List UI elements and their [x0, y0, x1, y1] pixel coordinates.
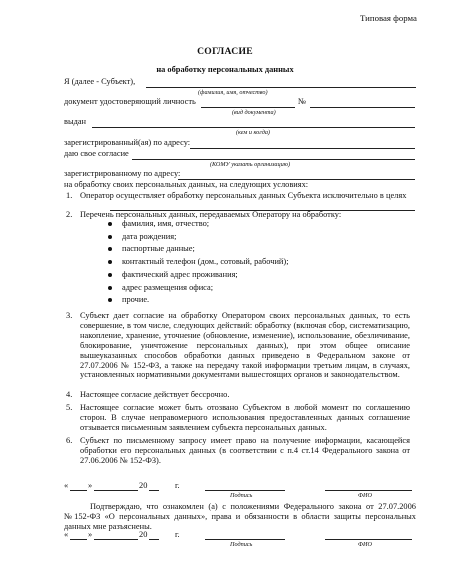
list-item: контактный телефон (дом., сотовый, рабочий);: [108, 256, 289, 269]
signature-1-year-prefix: 20: [139, 481, 148, 490]
clause-2-text: Перечень персональных данных, передаваемых Оператору на обработку:: [80, 210, 342, 219]
signature-2-fio-field[interactable]: [325, 539, 412, 540]
issued-label: выдан: [64, 117, 87, 126]
bullet-icon: [108, 222, 112, 226]
document-type-field[interactable]: [201, 107, 295, 108]
document-title: СОГЛАСИЕ: [197, 46, 253, 57]
bullet-icon: [108, 298, 112, 302]
operator-address-label: зарегистрированному по адресу:: [64, 169, 181, 178]
signature-2-year-prefix: 20: [139, 530, 148, 539]
confirmation-text: Подтверждаю, что ознакомлен (а) с положениями Федерального закона от 27.07.2006 №152-ФЗ «О персональных данных», права и обязанности в области защиты персональных данных мне разъяснены.: [64, 502, 416, 531]
clause-1-text: Оператор осуществляет обработку персональных данных Субъекта исключительно в целях: [80, 191, 407, 200]
bullet-icon: [108, 260, 112, 264]
list-item: адрес размещения офиса;: [108, 282, 289, 295]
signature-2-fio-hint: ФИО: [358, 541, 372, 548]
signature-2-date-close: »: [88, 530, 93, 539]
clause-5-text: Настоящее согласие может быть отозвано Субъектом в любой момент по соглашению сторон. В случае неправомерного использования предоставленных данных соглашение отзывается письменным заявлением субъекта персональных данных.: [80, 403, 410, 432]
document-type-hint: (вид документа): [232, 109, 276, 116]
document-number-field[interactable]: [310, 107, 415, 108]
issued-by-hint: (кем и когда): [236, 129, 270, 136]
signature-1-date-close: »: [88, 481, 93, 490]
list-item: фамилия, имя, отчество;: [108, 218, 289, 231]
signature-2-year-suffix: г.: [175, 530, 180, 539]
clause-1-number: 1.: [66, 191, 73, 200]
subject-name-hint: (фамилия, имя, отчество): [198, 89, 268, 96]
subject-name-field[interactable]: [146, 87, 416, 88]
bullet-icon: [108, 273, 112, 277]
list-item: паспортные данные;: [108, 243, 289, 256]
form-type-label: Типовая форма: [360, 13, 417, 23]
clause-6-text: Субъект по письменному запросу имеет право на получение информации, касающейся обработки его персональных данных (в соответствии с п.4 ст.14 Федерального закона от 27.06.2006 № 152-ФЗ).: [80, 436, 410, 465]
signature-1-day-field[interactable]: [70, 490, 87, 491]
operator-name-field[interactable]: [132, 159, 415, 160]
document-subtitle: на обработку персональных данных: [156, 65, 294, 74]
issued-by-field[interactable]: [92, 127, 415, 128]
personal-data-list: [108, 218, 289, 307]
signature-2-sign-field[interactable]: [205, 539, 285, 540]
clause-4-text: Настоящее согласие действует бессрочно.: [80, 390, 230, 399]
signature-1-sign-field[interactable]: [205, 490, 285, 491]
signature-1-year-field[interactable]: [149, 490, 159, 491]
signature-1-fio-hint: ФИО: [358, 492, 372, 499]
list-item: дата рождения;: [108, 231, 289, 244]
clause-2-number: 2.: [66, 210, 73, 219]
signature-1-year-suffix: г.: [175, 481, 180, 490]
list-item: прочие.: [108, 294, 289, 307]
signature-1-sign-hint: Подпись: [230, 492, 253, 499]
bullet-icon: [108, 286, 112, 290]
consent-to-label: даю свое согласие: [64, 149, 129, 158]
signature-1-month-field[interactable]: [94, 490, 138, 491]
address-label: зарегистрированный(ая) по адресу:: [64, 138, 191, 147]
address-field[interactable]: [190, 148, 415, 149]
signature-2-sign-hint: Подпись: [230, 541, 253, 548]
bullet-icon: [108, 235, 112, 239]
clause-6-number: 6.: [66, 436, 73, 445]
subject-label: Я (далее - Субъект),: [64, 77, 136, 86]
clause-3-number: 3.: [66, 311, 73, 320]
signature-2-year-field[interactable]: [149, 539, 159, 540]
signature-1-date-open: «: [64, 481, 69, 490]
conditions-intro: на обработку своих персональных данных, на следующих условиях:: [64, 180, 309, 189]
bullet-icon: [108, 247, 112, 251]
signature-2-date-open: «: [64, 530, 69, 539]
signature-2-month-field[interactable]: [94, 539, 138, 540]
list-item: фактический адрес проживания;: [108, 269, 289, 282]
clause-5-number: 5.: [66, 403, 73, 412]
operator-name-hint: (КОМУ указать организацию): [210, 161, 291, 168]
signature-2-day-field[interactable]: [70, 539, 87, 540]
clause-4-number: 4.: [66, 390, 73, 399]
document-number-label: №: [298, 97, 306, 106]
clause-3-text: Субъект дает согласие на обработку Оператором своих персональных данных, то есть совершение, в том числе, следующих действий: обработку (включая сбор, систематизацию, накопление, хранение, уточнение (обновление, изменение), использование, обезличивание, блокирование, уничтожение персональных данных), при этом общее описание вышеуказанных способов обработки данных приведено в Федеральном законе от 27.07.2006 № 152-ФЗ, а также на передачу такой информации третьим лицам, в случаях, установленных нормативными документами вышестоящих органов и законодательством.: [80, 311, 410, 380]
document-label: документ удостоверяющий личность: [64, 97, 196, 106]
signature-1-fio-field[interactable]: [325, 490, 412, 491]
